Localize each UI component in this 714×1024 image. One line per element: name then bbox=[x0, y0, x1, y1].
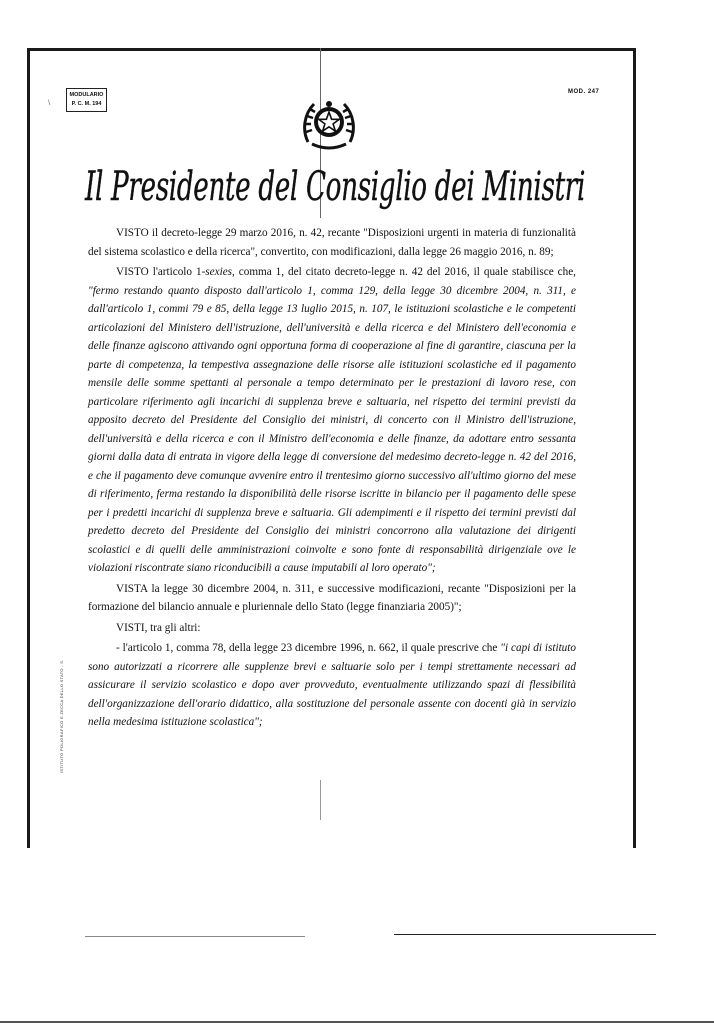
p2-intro-italic: sexies bbox=[205, 266, 233, 278]
stamp-line-2: P. C. M. 194 bbox=[71, 101, 102, 107]
scan-line-left bbox=[85, 936, 305, 937]
document-body bbox=[88, 224, 576, 734]
scan-line-right bbox=[394, 934, 656, 935]
frame-left-border bbox=[27, 48, 30, 848]
lower-fold-line bbox=[320, 780, 321, 820]
p2-intro-rest: , comma 1, del citato decreto-legge n. 42 del 2016, il quale stabilisce che, bbox=[232, 266, 576, 278]
p2-quote: "fermo restando quanto disposto dall'articolo 1, comma 129, della legge 30 dicembre 2004, n. 311, e dall'articolo 1, commi 79 e 85, della legge 13 luglio 2015, n. 107, le istituzioni scolastiche e le competenti articolazioni del Ministero dell'istruzione, dell'università e della ricerca e del Ministero dell'economia e delle finanze agiscono attivando ogni opportuna forma di cooperazione al fine di garantire, ciascuna per la parte di competenza, la tempestiva assegnazione delle risorse alle istituzioni scolastiche ed il pagamento mensile delle somme spettanti al personale a tempo determinato per le prestazioni di lavoro rese, con particolare riferimento agli incarichi di supplenza breve e saltuaria, nel rispetto dei termini previsti da apposito decreto del Presidente del Consiglio dei ministri, di concerto con il Ministro dell'istruzione, dell'università e della ricerca e con il Ministro dell'economia e delle finanze, da adottare entro sessanta giorni dalla data di entrata in vigore della legge di conversione del medesimo decreto-legge n. 42 del 2016, e che il pagamento deve comunque avvenire entro il trentesimo giorno successivo all'ultimo giorno del mese di riferimento, ferma restando la disponibilità delle risorse iscritte in bilancio per il pagamento delle spese per i predetti incarichi di supplenza breve e saltuaria. Gli adempimenti e il rispetto dei termini previsti dal predetto decreto del Presidente del Consiglio dei ministri concorrono alla valutazione dei dirigenti scolastici e di quelli delle amministrazioni coinvolte e sono fonte di responsabilità dirigenziale ove le violazioni riscontrate siano riconducibili a cause imputabili al loro operato"; bbox=[88, 284, 576, 574]
italian-republic-emblem-icon bbox=[300, 92, 358, 156]
paragraph-visti: VISTI, tra gli altri: bbox=[116, 621, 201, 634]
paragraph-decreto-legge: VISTO il decreto-legge 29 marzo 2016, n. 42, recante "Disposizioni urgenti in materia di funzionalità del sistema scolastico e della ricerca", convertito, con modificazioni, dalla legge 26 maggio 2016, n. 89; bbox=[88, 227, 576, 258]
p2-intro: VISTO l'articolo 1- bbox=[116, 266, 206, 278]
paragraph-legge-311: VISTA la legge 30 dicembre 2004, n. 311, e successive modificazioni, recante "Disposizioni per la formazione del bilancio annuale e pluriennale dello Stato (legge finanziaria 2005)"; bbox=[88, 582, 576, 613]
paragraph-articolo-1-sexies bbox=[88, 263, 576, 578]
mod-code: MOD. 247 bbox=[568, 89, 600, 95]
title-text: Il Presidente del Consiglio dei Ministri bbox=[84, 164, 586, 210]
modulario-stamp bbox=[66, 88, 107, 112]
p5-quote: "i capi di istituto sono autorizzati a ricorrere alle supplenze brevi e saltuarie solo per i tempi strettamente necessari ad assicurare il servizio scolastico e dopo aver provveduto, eventualmente utilizzando spazi di flessibilità dell'organizzazione dell'orario didattico, alla sostituzione del personale assente con docenti già in servizio nella medesima istituzione scolastica"; bbox=[88, 642, 576, 728]
frame-top-border bbox=[27, 48, 636, 51]
frame-right-border bbox=[633, 48, 636, 848]
letterhead-title bbox=[80, 150, 590, 220]
side-note-text: ISTITUTO POLIGRAFICO E ZECCA DELLO STATO - S. bbox=[59, 659, 64, 773]
printer-side-note bbox=[54, 650, 64, 775]
scan-bottom-edge bbox=[0, 1021, 714, 1023]
margin-mark: \ bbox=[48, 98, 51, 107]
paragraph-comma-78 bbox=[88, 639, 576, 732]
stamp-line-1: MODULARIO bbox=[69, 92, 104, 98]
p5-intro: - l'articolo 1, comma 78, della legge 23 dicembre 1996, n. 662, il quale prescrive che bbox=[116, 642, 501, 654]
